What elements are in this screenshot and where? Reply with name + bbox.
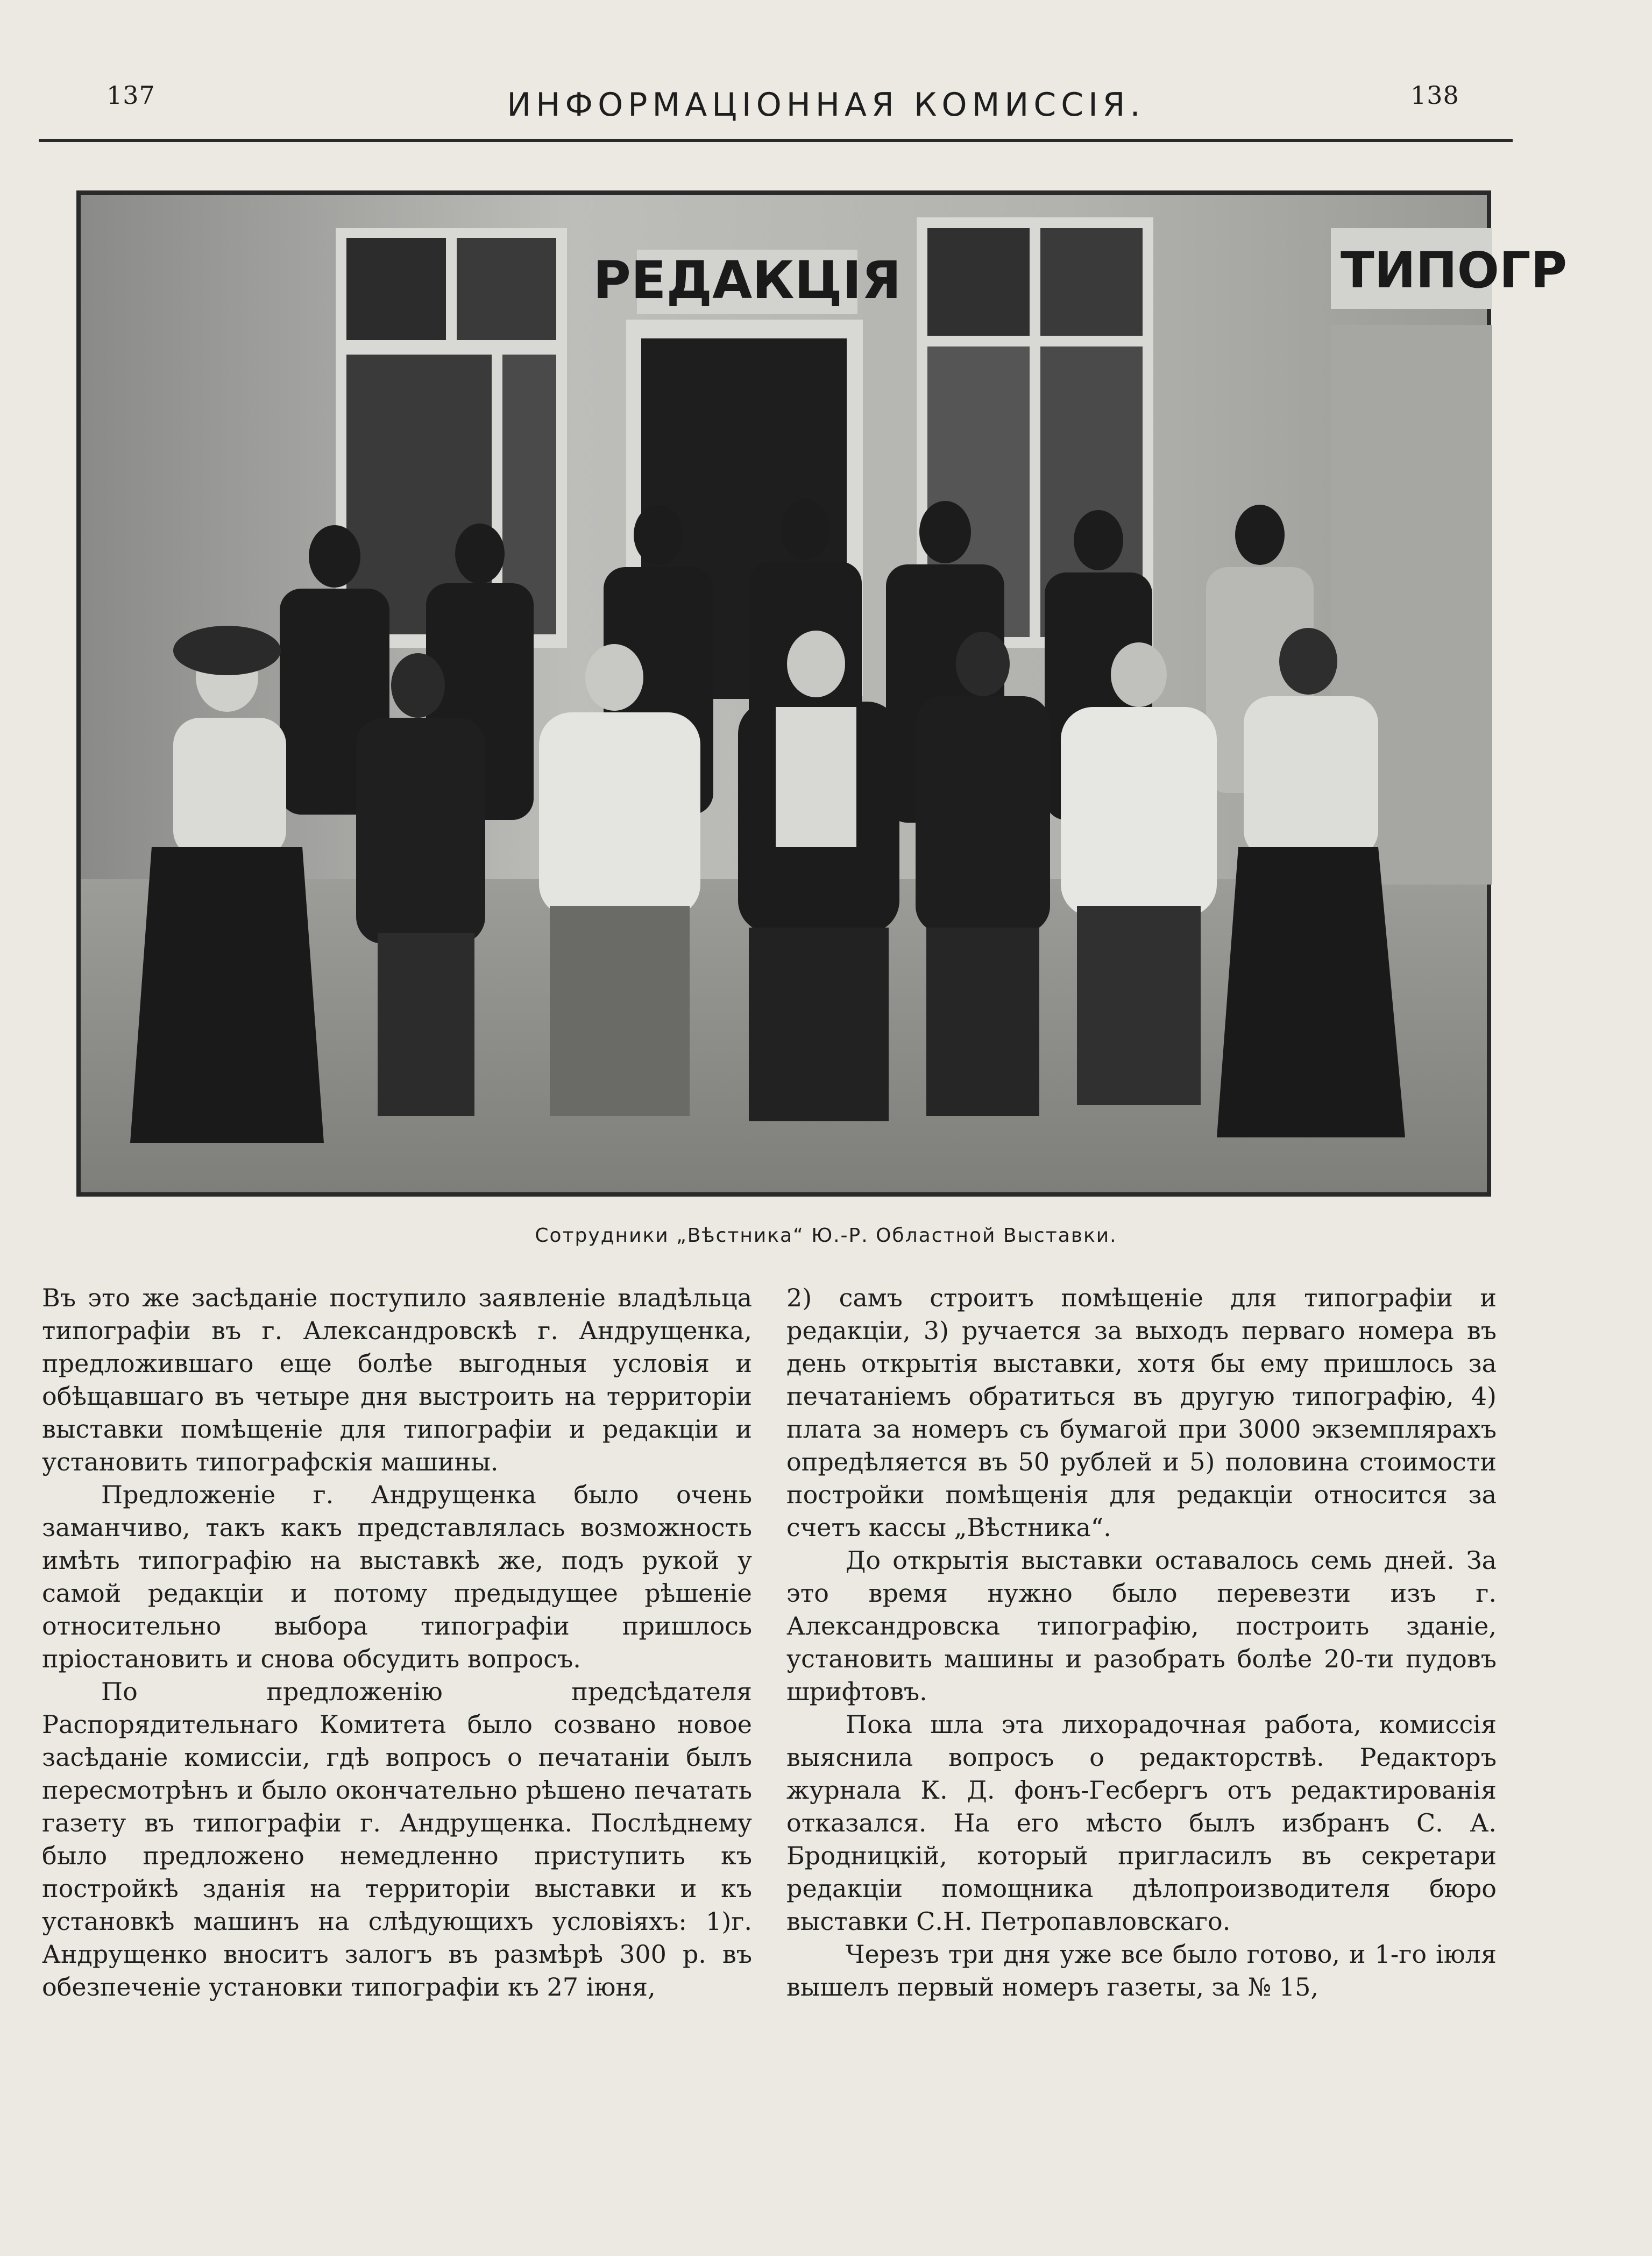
paragraph: Черезъ три дня уже все было готово, и 1-го іюля вышелъ первый номеръ газеты, за № 15, — [786, 1940, 1497, 2002]
photo-sign-redaktsiya: РЕДАКЦІЯ — [593, 250, 902, 310]
page-number-left: 137 — [107, 81, 155, 110]
photo-caption: Сотрудники „Вѣстника“ Ю.-Р. Областной Выставки. — [535, 1225, 1117, 1247]
paragraph: Въ это же засѣданіе поступило заявленіе владѣльца типографіи въ г. Александровскѣ г. Андрущенка, предложившаго еще болѣе выгодныя условія и обѣщавшаго въ четыре дня выстроить на территоріи выставки помѣщеніе для типографіи и редакціи и установить типографскія машины. — [42, 1283, 752, 1476]
running-head: ИНФОРМАЦІОННАЯ КОМИССІЯ. — [507, 86, 1145, 124]
paragraph: Предложеніе г. Андрущенка было очень заманчиво, такъ какъ представлялась возможность имѣть типографію на выставкѣ же, подъ рукой у самой редакціи и потому предыдущее рѣшеніе относительно выбора типографіи пришлось пріостановить и снова обсудить вопросъ. — [42, 1480, 752, 1673]
text-column-right — [786, 1282, 1497, 2004]
paragraph: Пока шла эта лихорадочная работа, комиссія выяснила вопросъ о редакторствѣ. Редакторъ журнала К. Д. фонъ-Гесбергъ отъ редактированія отказался. На его мѣсто былъ избранъ С. А. Бродницкій, который пригласилъ въ секретари редакціи помощника дѣлопроизводителя бюро выставки С.Н. Петропавловскаго. — [786, 1710, 1497, 1936]
group-photograph — [76, 190, 1568, 1197]
photo-sign-tipografiya: ТИПОГР — [1341, 242, 1568, 299]
header-rule — [39, 139, 1513, 142]
paragraph: До открытія выставки оставалось семь дней. За это время нужно было перевезти изъ г. Александровска типографію, построить зданіе, установить машины и разобрать болѣе 20-ти пудовъ шрифтовъ. — [786, 1546, 1497, 1706]
paragraph: 2) самъ строитъ помѣщеніе для типографіи и редакціи, 3) ручается за выходъ перваго номера въ день открытія выставки, хотя бы ему пришлось за печатаніемъ обратиться въ другую типографію, 4) плата за номеръ съ бумагой при 3000 экземплярахъ опредѣляется въ 50 рублей и 5) половина стоимости постройки помѣщенія для редакціи относится за счетъ кассы „Вѣстника“. — [786, 1283, 1497, 1542]
paragraph: По предложенію предсѣдателя Распорядительнаго Комитета было созвано новое засѣданіе комиссіи, гдѣ вопросъ о печатаніи былъ пересмотрѣнъ и было окончательно рѣшено печатать газету въ типографіи г. Андрущенка. Послѣднему было предложено немедленно приступить къ постройкѣ зданія на территоріи выставки и къ установкѣ машинъ на слѣдующихъ условіяхъ: 1)г. Андрущенко вноситъ залогъ въ размѣрѣ 300 р. въ обезпеченіе установки типографіи къ 27 іюня, — [42, 1677, 752, 2002]
page-number-right: 138 — [1410, 81, 1459, 110]
text-column-left — [42, 1282, 752, 2004]
